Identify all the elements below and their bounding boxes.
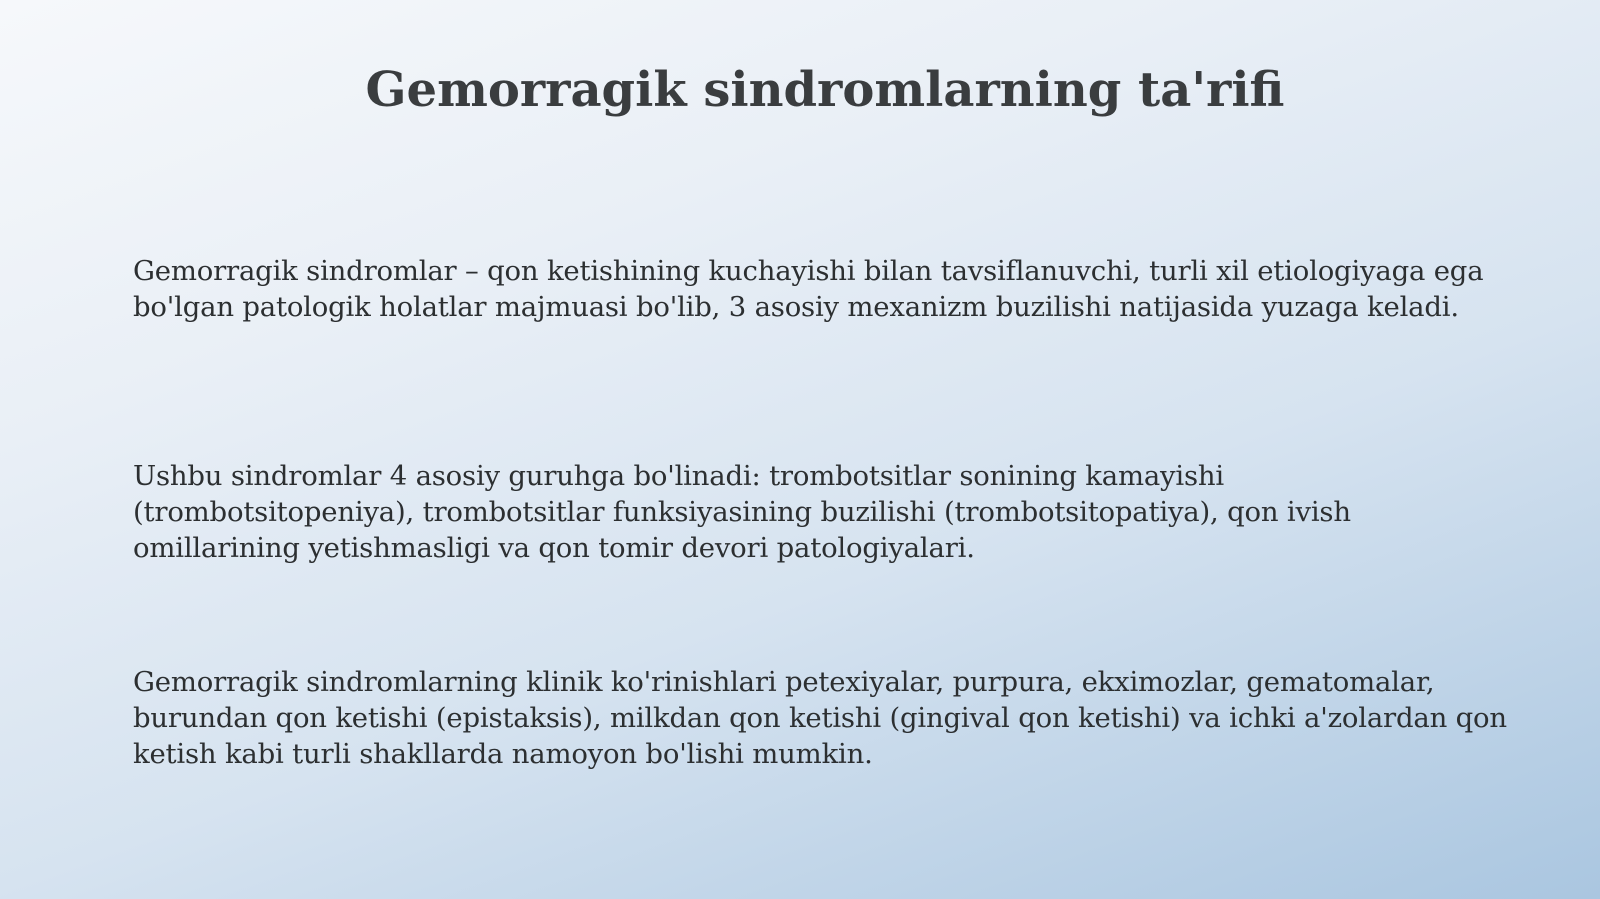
paragraph-clinical-signs: Gemorragik sindromlarning klinik ko'rinishlari petexiyalar, purpura, ekximozlar, gematomalar, burundan qon ketishi (epistaksis), milkdan qon ketishi (gingival qon ketishi) va ichki a'zolardan qon ketish kabi turli shakllarda namoyon bo'lishi mumkin. — [133, 666, 1507, 770]
slide-title: Gemorragik sindromlarning ta'rifi — [365, 62, 1285, 118]
paragraph-definition: Gemorragik sindromlar – qon ketishining kuchayishi bilan tavsiflanuvchi, turli xil etiologiyaga ega bo'lgan patologik holatlar majmuasi bo'lib, 3 asosiy mexanizm buzilishi natijasida yuzaga keladi. — [133, 255, 1484, 323]
paragraph-classification: Ushbu sindromlar 4 asosiy guruhga bo'linadi: trombotsitlar sonining kamayishi (trombotsitopeniya), trombotsitlar funksiyasining buzilishi (trombotsitopatiya), qon ivish omillarining yetishmasligi va qon tomir devori patologiyalari. — [133, 460, 1351, 564]
